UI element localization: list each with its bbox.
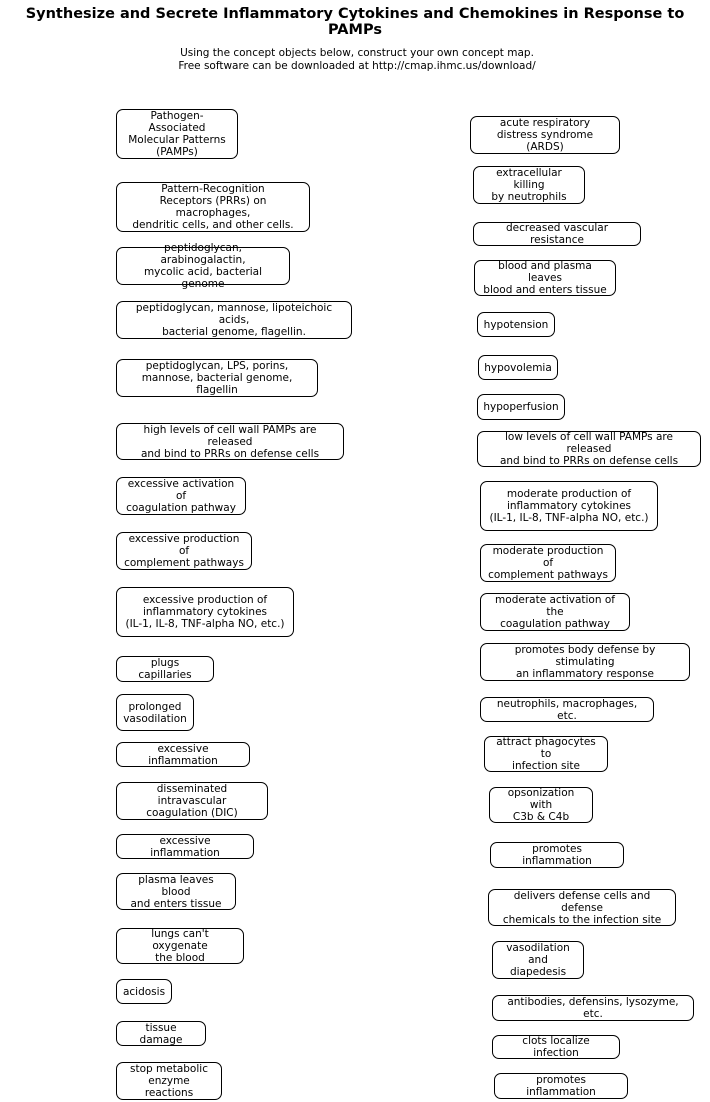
concept-box[interactable]: Pattern-Recognition Receptors (PRRs) on macrophages, dendritic cells, and other cells.	[116, 182, 310, 232]
concept-box[interactable]: neutrophils, macrophages, etc.	[480, 697, 654, 722]
concept-box[interactable]: antibodies, defensins, lysozyme, etc.	[492, 995, 694, 1021]
concept-box[interactable]: tissue damage	[116, 1021, 206, 1046]
concept-box[interactable]: attract phagocytes to infection site	[484, 736, 608, 772]
concept-box[interactable]: extracellular killing by neutrophils	[473, 166, 585, 204]
concept-box[interactable]: disseminated intravascular coagulation (DIC)	[116, 782, 268, 820]
concept-box[interactable]: promotes inflammation	[494, 1073, 628, 1099]
concept-box[interactable]: vasodilation and diapedesis	[492, 941, 584, 979]
concept-box[interactable]: excessive production of inflammatory cytokines (IL-1, IL-8, TNF-alpha NO, etc.)	[116, 587, 294, 637]
concept-box[interactable]: blood and plasma leaves blood and enters tissue	[474, 260, 616, 296]
concept-box[interactable]: low levels of cell wall PAMPs are released and bind to PRRs on defense cells	[477, 431, 701, 467]
concept-box[interactable]: peptidoglycan, LPS, porins, mannose, bacterial genome, flagellin	[116, 359, 318, 397]
concept-box[interactable]: excessive activation of coagulation pathway	[116, 477, 246, 515]
concept-box[interactable]: hypotension	[477, 312, 555, 337]
concept-box[interactable]: promotes body defense by stimulating an inflammatory response	[480, 643, 690, 681]
concept-box[interactable]: plasma leaves blood and enters tissue	[116, 873, 236, 910]
concept-box[interactable]: stop metabolic enzyme reactions	[116, 1062, 222, 1100]
concept-box[interactable]: acidosis	[116, 979, 172, 1004]
concept-box[interactable]: peptidoglycan, mannose, lipoteichoic acids, bacterial genome, flagellin.	[116, 301, 352, 339]
concept-box[interactable]: clots localize infection	[492, 1035, 620, 1059]
concept-box[interactable]: hypovolemia	[478, 355, 558, 380]
concept-box[interactable]: high levels of cell wall PAMPs are released and bind to PRRs on defense cells	[116, 423, 344, 460]
concept-box[interactable]: peptidoglycan, arabinogalactin, mycolic acid, bacterial genome	[116, 247, 290, 285]
concept-box[interactable]: opsonization with C3b & C4b	[489, 787, 593, 823]
concept-box[interactable]: plugs capillaries	[116, 656, 214, 682]
concept-box[interactable]: Pathogen-Associated Molecular Patterns (PAMPs)	[116, 109, 238, 159]
concept-box[interactable]: excessive inflammation	[116, 834, 254, 859]
concept-box[interactable]: excessive inflammation	[116, 742, 250, 767]
instructions	[0, 47, 710, 73]
concept-box[interactable]: acute respiratory distress syndrome (ARDS)	[470, 116, 620, 154]
concept-box[interactable]: promotes inflammation	[490, 842, 624, 868]
concept-box[interactable]: moderate activation of the coagulation pathway	[480, 593, 630, 631]
concept-box[interactable]: decreased vascular resistance	[473, 222, 641, 246]
concept-box[interactable]: moderate production of complement pathways	[480, 544, 616, 582]
instructions-line-2: Free software can be downloaded at http://cmap.ihmc.us/download/	[178, 60, 536, 72]
concept-box[interactable]: lungs can't oxygenate the blood	[116, 928, 244, 964]
page-title: Synthesize and Secrete Inflammatory Cytokines and Chemokines in Response to PAMPs	[25, 6, 685, 38]
concept-box[interactable]: hypoperfusion	[477, 394, 565, 420]
concept-box[interactable]: moderate production of inflammatory cytokines (IL-1, IL-8, TNF-alpha NO, etc.)	[480, 481, 658, 531]
instructions-line-1: Using the concept objects below, construct your own concept map.	[180, 47, 534, 59]
concept-box[interactable]: excessive production of complement pathways	[116, 532, 252, 570]
concept-box[interactable]: prolonged vasodilation	[116, 694, 194, 731]
concept-box[interactable]: delivers defense cells and defense chemicals to the infection site	[488, 889, 676, 926]
